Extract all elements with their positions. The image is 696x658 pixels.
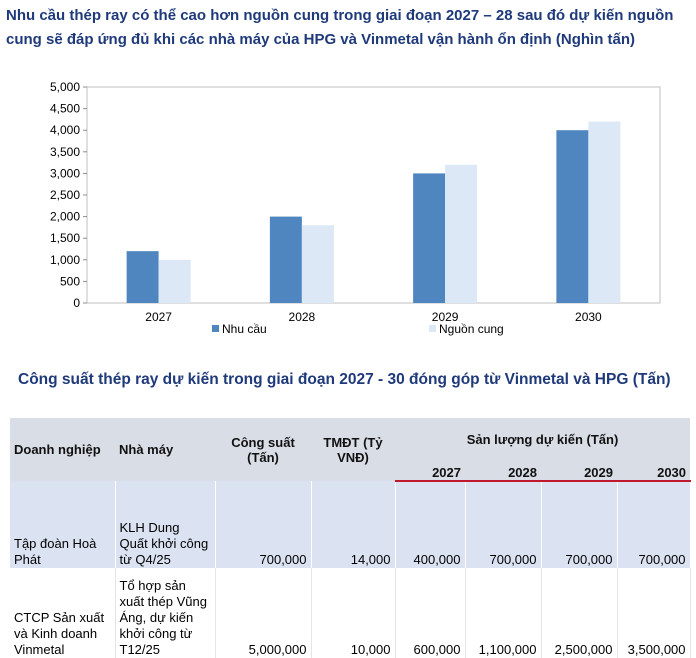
bar-nguon-cung-2028 [302,225,334,303]
output-2028-cell: 700,000 [465,481,541,568]
header-output: Sản lượng dự kiến (Tấn) [395,418,690,460]
y-tick-label: 5,000 [49,80,80,94]
output-2029-cell: 700,000 [541,481,617,568]
header-year-2030: 2030 [617,460,690,481]
chart-title: Nhu cầu thép ray có thể cao hơn nguồn cung trong giai đoạn 2027 – 28 sau đó dự kiến nguồn cung sẽ đáp ứng đủ khi các nhà máy của HPG và Vinmetal vận hành ổn định (Nghìn tấn) [6,7,674,48]
x-tick-label: 2027 [145,310,172,324]
header-investment: TMĐT (Tỷ VNĐ) [311,418,395,481]
x-tick-label: 2030 [575,310,602,324]
legend-swatch [429,325,436,332]
y-tick-label: 4,500 [49,101,80,116]
bar-nguon-cung-2030 [588,122,620,303]
header-company: Doanh nghiệp [10,418,115,481]
output-2028-cell: 1,100,000 [465,568,541,658]
company-cell: Tập đoàn Hoà Phát [10,481,115,568]
capacity-cell: 700,000 [215,481,311,568]
capacity-table [10,418,691,658]
plant-cell: Tổ hợp sản xuất thép Vũng Áng, dự kiến khởi công từ T12/25 [115,568,215,658]
table-row [10,481,690,568]
y-tick-label: 3,000 [49,166,80,181]
legend-swatch [212,325,219,332]
output-2030-cell: 3,500,000 [617,568,690,658]
header-plant: Nhà máy [115,418,215,481]
x-tick-label: 2029 [431,310,459,324]
output-2029-cell: 2,500,000 [541,568,617,658]
plant-cell: KLH Dung Quất khởi công từ Q4/25 [115,481,215,568]
bar-nhu-cau-2030 [556,130,588,303]
y-tick-label: 3,500 [49,144,80,159]
y-tick-label: 1,000 [49,252,80,267]
company-cell: CTCP Sản xuất và Kinh doanh Vinmetal [10,568,115,658]
bar-nguon-cung-2027 [159,260,191,303]
bar-chart [0,76,696,366]
output-2027-cell: 400,000 [395,481,465,568]
bar-nhu-cau-2028 [270,217,302,303]
header-year-2029: 2029 [541,460,617,481]
y-tick-label: 2,500 [49,188,80,202]
y-tick-label: 0 [73,296,80,310]
capacity-cell: 5,000,000 [215,568,311,658]
y-tick-label: 1,500 [49,231,80,246]
plot-area [50,80,660,336]
legend-label: Nguồn cung [439,322,504,336]
y-tick-label: 4,000 [49,123,80,138]
x-tick-label: 2028 [288,310,316,324]
header-year-2028: 2028 [465,460,541,481]
output-2027-cell: 600,000 [395,568,465,658]
table-title: Công suất thép ray dự kiến trong giai đoạn 2027 - 30 đóng góp từ Vinmetal và HPG (Tấn) [18,371,671,388]
bar-nguon-cung-2029 [445,165,477,303]
bar-nhu-cau-2027 [127,251,159,303]
y-tick-label: 2,000 [49,209,80,224]
y-tick-label: 500 [59,274,80,289]
header-capacity: Công suất (Tấn) [215,418,311,481]
investment-cell: 10,000 [311,568,395,658]
bar-nhu-cau-2029 [413,173,445,303]
investment-cell: 14,000 [311,481,395,568]
legend-label: Nhu cầu [222,322,267,336]
header-year-2027: 2027 [395,460,465,481]
table-row [10,568,690,658]
output-2030-cell: 700,000 [617,481,690,568]
